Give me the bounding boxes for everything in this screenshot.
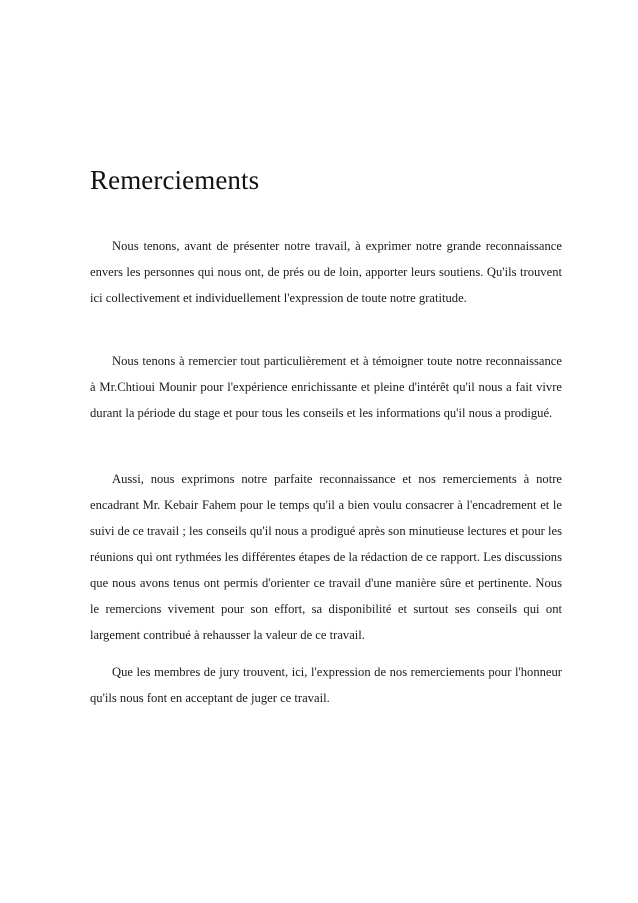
- paragraph-thanks-jury: Que les membres de jury trouvent, ici, l'expression de nos remerciements pour l'honneur qu'ils nous font en acceptant de juger ce travail.: [90, 665, 562, 705]
- page-title: Remerciements: [90, 165, 260, 195]
- paragraph-thanks-chtioui: Nous tenons à remercier tout particulièrement et à témoigner toute notre reconnaissance à Mr.Chtioui Mounir pour l'expérience enrichissante et pleine d'intérêt qu'il nous a fait vivre durant la période du stage et pour tous les conseils et les informations qu'il nous a prodigué.: [90, 354, 562, 420]
- paragraph-thanks-kebair: Aussi, nous exprimons notre parfaite reconnaissance et nos remerciements à notre encadrant Mr. Kebair Fahem pour le temps qu'il a bien voulu consacrer à l'encadrement et le suivi de ce travail ; les conseils qu'il nous a prodigué après son minutieuse lectures et pour les réunions qui ont rythmées les différentes étapes de la rédaction de ce rapport. Les discussions que nous avons tenus ont permis d'orienter ce travail d'une manière sûre et pertinente. Nous le remercions vivement pour son effort, sa disponibilité et surtout ses conseils qui ont largement contribué à rehausser la valeur de ce travail.: [90, 472, 562, 642]
- paragraph-intro: Nous tenons, avant de présenter notre travail, à exprimer notre grande reconnaissance envers les personnes qui nous ont, de prés ou de loin, apporter leurs soutiens. Qu'ils trouvent ici collectivement et individuellement l'expression de toute notre gratitude.: [90, 239, 562, 305]
